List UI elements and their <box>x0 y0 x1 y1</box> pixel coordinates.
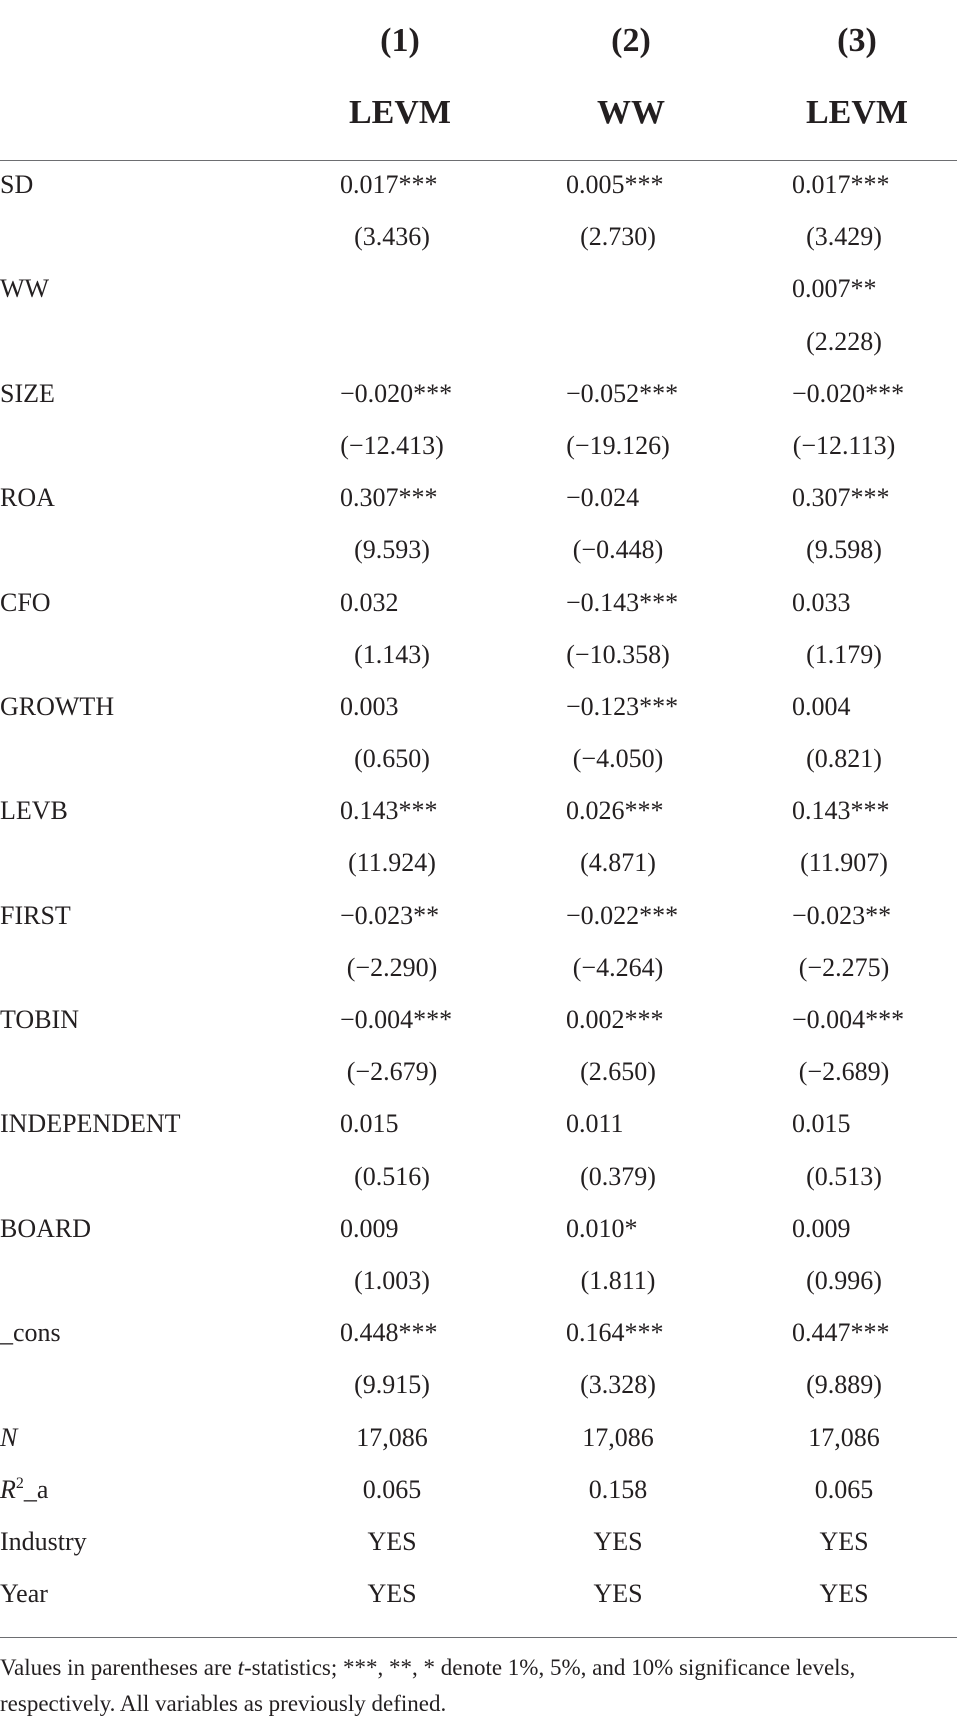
table-row <box>0 525 957 577</box>
table-row <box>0 682 957 734</box>
coef-cell: −0.123*** <box>566 691 679 721</box>
year-cell: YES <box>819 1579 869 1609</box>
col-name-2: WW <box>597 94 665 131</box>
coef-cell: 0.032 <box>340 587 399 617</box>
coef-cell: −0.020*** <box>792 378 905 408</box>
table-row <box>0 473 957 525</box>
row-label: FIRST <box>0 900 71 930</box>
industry-cell: YES <box>367 1526 417 1556</box>
table-row <box>0 995 957 1047</box>
year-cell: YES <box>367 1579 417 1609</box>
coef-cell: 0.017*** <box>340 170 438 199</box>
t-stat-cell: (−2.290) <box>346 952 438 982</box>
coef-cell: 0.015 <box>792 1109 851 1139</box>
coef-cell: 0.015 <box>340 1109 399 1139</box>
t-stat-cell: (−2.689) <box>798 1057 890 1087</box>
table-body <box>0 160 957 1621</box>
table-row-r2 <box>0 1465 957 1517</box>
row-label: ROA <box>0 483 55 513</box>
table-row <box>0 369 957 421</box>
table-row-year <box>0 1569 957 1621</box>
t-stat-cell: (3.436) <box>354 222 430 252</box>
header-row-numbers <box>0 0 957 76</box>
t-stat-cell: (1.179) <box>806 639 882 669</box>
footnote-post: -statistics; ***, **, * denote 1%, 5%, and 10% significance levels, respectively. All variables as previously defined. <box>0 1655 856 1716</box>
year-cell: YES <box>593 1579 643 1609</box>
t-stat-cell: (0.513) <box>806 1161 882 1191</box>
coef-cell: 0.307*** <box>792 483 890 513</box>
t-stat-cell: (9.915) <box>354 1370 430 1400</box>
row-label: SIZE <box>0 378 55 408</box>
t-stat-cell: (2.730) <box>580 222 656 252</box>
t-stat-cell: (−2.275) <box>798 952 890 982</box>
coef-cell: 0.009 <box>340 1213 399 1243</box>
coef-cell: −0.052*** <box>566 378 679 408</box>
t-stat-cell: (2.228) <box>806 326 882 356</box>
n-cell: 17,086 <box>356 1422 428 1452</box>
t-stat-cell: (11.924) <box>348 848 436 878</box>
table-row <box>0 1308 957 1360</box>
t-stat-cell: (−12.413) <box>340 430 444 460</box>
coef-cell: −0.004*** <box>792 1005 905 1034</box>
table-row <box>0 212 957 264</box>
coef-cell: 0.005*** <box>566 170 664 199</box>
table-row <box>0 317 957 369</box>
footnote-t-italic: t <box>237 1655 244 1680</box>
t-stat-cell: (0.516) <box>354 1161 430 1191</box>
coef-cell: 0.007** <box>792 274 877 304</box>
t-stat-cell: (−12.113) <box>792 430 896 460</box>
t-stat-cell: (1.143) <box>354 639 430 669</box>
table-row <box>0 734 957 786</box>
t-stat-cell: (−2.679) <box>346 1057 438 1087</box>
t-stat-cell: (9.598) <box>806 535 882 565</box>
t-stat-cell: (3.429) <box>806 222 882 252</box>
row-label: _cons <box>0 1318 61 1348</box>
coef-cell: 0.143*** <box>792 796 890 826</box>
row-label: CFO <box>0 587 51 617</box>
table-row <box>0 630 957 682</box>
r2-cell: 0.065 <box>814 1474 874 1504</box>
t-stat-cell: (−0.448) <box>572 535 664 565</box>
table-row <box>0 1256 957 1308</box>
coef-cell: 0.002*** <box>566 1005 664 1034</box>
row-label: GROWTH <box>0 691 115 721</box>
table-row-industry <box>0 1517 957 1569</box>
table-footnote <box>0 1650 940 1722</box>
coef-cell: 0.143*** <box>340 796 438 826</box>
row-label-r2 <box>0 1475 48 1505</box>
col-number-3: (3) <box>837 22 877 59</box>
col-name-3: LEVM <box>806 94 908 131</box>
t-stat-cell: (−4.050) <box>572 744 664 774</box>
r2-r: R <box>0 1474 16 1504</box>
table-row-n <box>0 1413 957 1465</box>
t-stat-cell: (9.889) <box>806 1370 882 1400</box>
coef-cell: −0.023** <box>340 900 440 930</box>
table-row <box>0 891 957 943</box>
coef-cell: −0.022*** <box>566 900 679 930</box>
row-label: SD <box>0 170 34 199</box>
coef-cell: 0.026*** <box>566 796 664 826</box>
coef-cell: 0.017*** <box>792 170 890 199</box>
table-row <box>0 1360 957 1412</box>
t-stat-cell: (2.650) <box>580 1057 656 1087</box>
coef-cell: 0.011 <box>566 1109 624 1139</box>
coef-cell: 0.447*** <box>792 1318 890 1348</box>
header-row-names <box>0 76 957 160</box>
t-stat-cell: (4.871) <box>580 848 656 878</box>
r2-rest: _a <box>23 1474 49 1504</box>
n-cell: 17,086 <box>582 1422 654 1452</box>
table-row <box>0 943 957 995</box>
coef-cell: 0.164*** <box>566 1318 664 1348</box>
row-label: TOBIN <box>0 1005 79 1034</box>
r2-cell: 0.158 <box>588 1474 648 1504</box>
coef-cell: −0.020*** <box>340 378 453 408</box>
row-label-year: Year <box>0 1579 48 1609</box>
t-stat-cell: (−10.358) <box>566 639 670 669</box>
table-row <box>0 1204 957 1256</box>
t-stat-cell: (0.650) <box>354 744 430 774</box>
table-row <box>0 1099 957 1151</box>
t-stat-cell: (1.003) <box>354 1265 430 1295</box>
coef-cell: 0.033 <box>792 587 851 617</box>
table-row <box>0 160 957 212</box>
r2-sup: 2 <box>15 1474 24 1492</box>
industry-cell: YES <box>819 1526 869 1556</box>
row-label: LEVB <box>0 796 68 826</box>
t-stat-cell: (0.996) <box>806 1265 882 1295</box>
table-row <box>0 421 957 473</box>
t-stat-cell: (11.907) <box>800 848 888 878</box>
t-stat-cell: (−19.126) <box>566 430 670 460</box>
col-name-1: LEVM <box>349 94 451 131</box>
t-stat-cell: (−4.264) <box>572 952 664 982</box>
r2-cell: 0.065 <box>362 1474 422 1504</box>
coef-cell: −0.024 <box>566 483 640 513</box>
row-label-industry: Industry <box>0 1526 87 1556</box>
t-stat-cell: (0.821) <box>806 744 882 774</box>
t-stat-cell: (9.593) <box>354 535 430 565</box>
coef-cell: 0.003 <box>340 691 399 721</box>
table-bottom-rule <box>0 1637 957 1638</box>
t-stat-cell: (0.379) <box>580 1161 656 1191</box>
row-label-n: N <box>0 1422 18 1452</box>
table-row <box>0 578 957 630</box>
coef-cell: −0.023** <box>792 900 892 930</box>
table-row <box>0 1047 957 1099</box>
n-cell: 17,086 <box>808 1422 880 1452</box>
table-row <box>0 264 957 316</box>
row-label: BOARD <box>0 1213 92 1243</box>
table-row <box>0 786 957 838</box>
coef-cell: −0.143*** <box>566 587 679 617</box>
row-label: INDEPENDENT <box>0 1109 181 1139</box>
coef-cell: 0.448*** <box>340 1318 438 1348</box>
t-stat-cell: (3.328) <box>580 1370 656 1400</box>
footnote-pre: Values in parentheses are <box>0 1655 238 1680</box>
coef-cell: 0.009 <box>792 1213 851 1243</box>
industry-cell: YES <box>593 1526 643 1556</box>
coef-cell: 0.004 <box>792 691 851 721</box>
table-row <box>0 838 957 890</box>
regression-table <box>0 0 957 160</box>
table-row <box>0 1152 957 1204</box>
t-stat-cell: (1.811) <box>580 1265 656 1295</box>
coef-cell: −0.004*** <box>340 1005 453 1034</box>
col-number-1: (1) <box>380 22 420 59</box>
coef-cell: 0.010* <box>566 1213 638 1243</box>
coef-cell: 0.307*** <box>340 483 438 513</box>
col-number-2: (2) <box>611 22 651 59</box>
row-label: WW <box>0 274 50 304</box>
